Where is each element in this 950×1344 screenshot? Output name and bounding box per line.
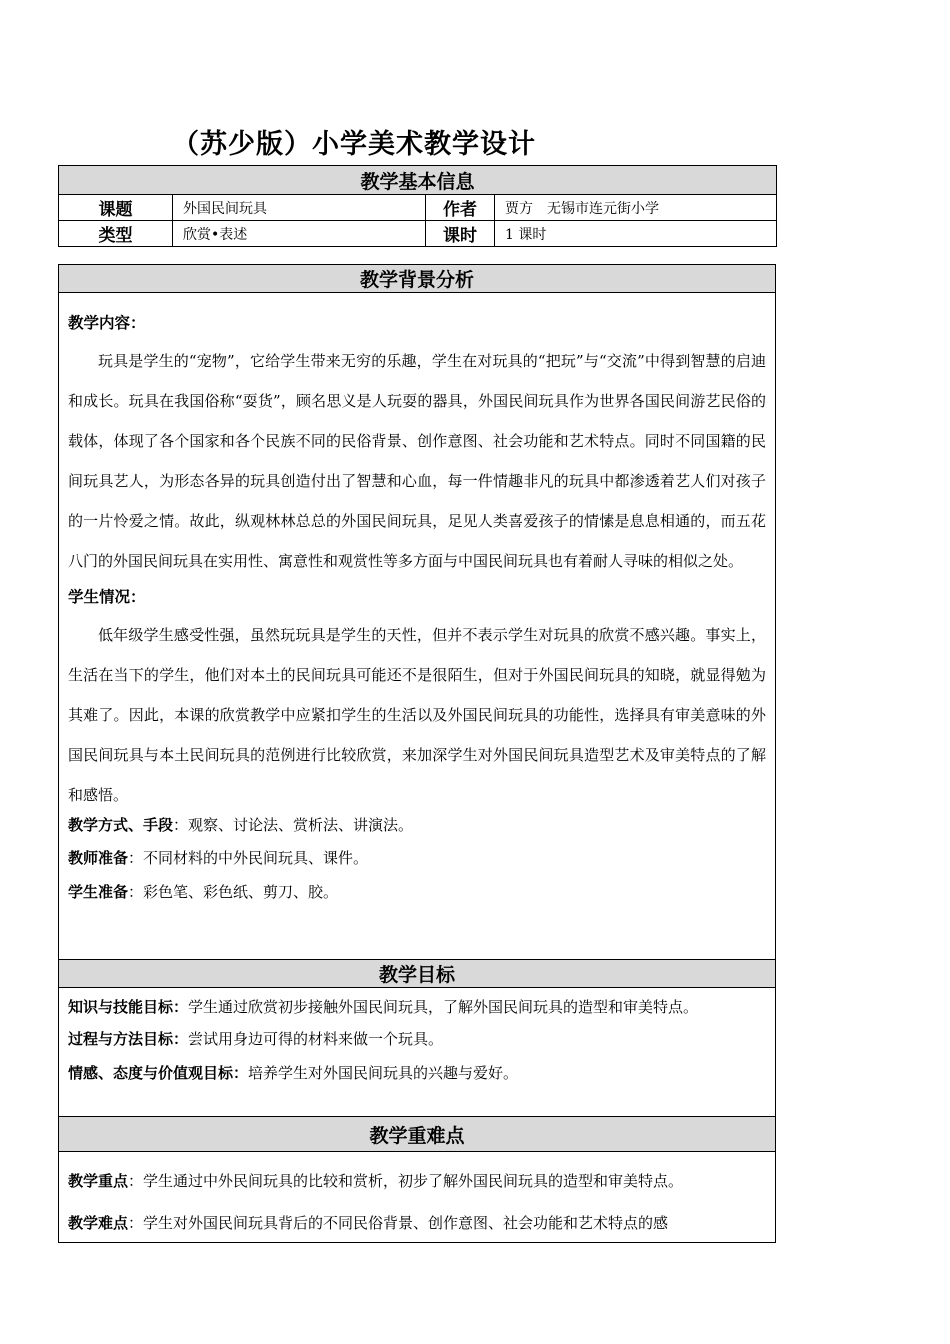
key-point-line <box>68 1166 766 1196</box>
key-point-text: ：学生通过中外民间玩具的比较和赏析，初步了解外国民间玩具的造型和审美特点。 <box>128 1172 684 1190</box>
difficulty-line <box>68 1208 766 1238</box>
difficulty-label: 教学难点 <box>68 1214 129 1232</box>
goals-header: 教学目标 <box>59 960 776 988</box>
teacher-prep-label: 教师准备 <box>68 849 129 867</box>
author-value: 贾方 无锡市连元街小学 <box>495 195 777 221</box>
difficulty-text: ：学生对外国民间玩具背后的不同民俗背景、创作意图、社会功能和艺术特点的感 <box>128 1214 669 1232</box>
lesson-design-table <box>58 264 776 1243</box>
type-label: 类型 <box>59 221 173 247</box>
emotion-goal-text: 培养学生对外国民间玩具的兴趣与爱好。 <box>248 1064 519 1082</box>
page-title: （苏少版）小学美术教学设计 <box>172 129 536 160</box>
topic-value: 外国民间玩具 <box>173 195 426 221</box>
basic-info-table <box>58 165 777 247</box>
content-text: 玩具是学生的“宠物”，它给学生带来无穷的乐趣，学生在对玩具的“把玩”与“交流”中得到智慧的启迪和成长。玩具在我国俗称“耍货”，顾名思义是人玩耍的器具，外国民间玩具作为世界各国民间游艺民俗的载体，体现了各个国家和各个民族不同的民俗背景、创作意图、社会功能和艺术特点。同时不同国籍的民间玩具艺人，为形态各异的玩具创造付出了智慧和心血，每一件情趣非凡的玩具中都渗透着艺人们对孩子的一片怜爱之情。故此，纵观林林总总的外国民间玩具，足见人类喜爱孩子的情愫是息息相通的，而五花八门的外国民间玩具在实用性、寓意性和观赏性等多方面与中国民间玩具也有着耐人寻味的相似之处。 <box>68 352 766 570</box>
process-goal-text: 尝试用身边可得的材料来做一个玩具。 <box>188 1030 444 1048</box>
student-prep-label: 学生准备 <box>68 883 129 901</box>
emotion-goal <box>68 1056 766 1090</box>
key-point-label: 教学重点 <box>68 1172 129 1190</box>
teacher-prep-line <box>68 841 766 875</box>
method-text: ：观察、讨论法、赏析法、讲演法。 <box>173 816 414 834</box>
content-label: 教学内容： <box>68 314 146 332</box>
background-header: 教学背景分析 <box>59 265 776 293</box>
key-points-section <box>59 1152 776 1243</box>
method-label: 教学方式、手段 <box>68 816 174 834</box>
basic-info-header: 教学基本信息 <box>59 166 777 195</box>
knowledge-goal-text: 学生通过欣赏初步接触外国民间玩具，了解外国民间玩具的造型和审美特点。 <box>188 998 699 1016</box>
knowledge-goal-label: 知识与技能目标： <box>68 998 189 1016</box>
method-line <box>68 809 766 841</box>
student-prep-text: ：彩色笔、彩色纸、剪刀、胶。 <box>128 883 339 901</box>
background-section <box>59 293 776 960</box>
period-label: 课时 <box>426 221 495 247</box>
key-points-header: 教学重难点 <box>59 1117 776 1152</box>
type-value: 欣赏•表述 <box>173 221 426 247</box>
topic-label: 课题 <box>59 195 173 221</box>
process-goal <box>68 1022 766 1056</box>
goals-section <box>59 988 776 1117</box>
knowledge-goal <box>68 992 766 1022</box>
student-text: 低年级学生感受性强，虽然玩玩具是学生的天性，但并不表示学生对玩具的欣赏不感兴趣。事实上，生活在当下的学生，他们对本土的民间玩具可能还不是很陌生，但对于外国民间玩具的知晓，就显得勉为其难了。因此，本课的欣赏教学中应紧扣学生的生活以及外国民间玩具的功能性，选择具有审美意味的外国民间玩具与本土民间玩具的范例进行比较欣赏，来加深学生对外国民间玩具造型艺术及审美特点的了解和感悟。 <box>68 626 766 804</box>
teacher-prep-text: ：不同材料的中外民间玩具、课件。 <box>128 849 369 867</box>
emotion-goal-label: 情感、态度与价值观目标： <box>68 1064 249 1082</box>
author-label: 作者 <box>426 195 495 221</box>
student-label: 学生情况： <box>68 588 146 606</box>
period-value: 1 课时 <box>495 221 777 247</box>
process-goal-label: 过程与方法目标： <box>68 1030 189 1048</box>
student-prep-line <box>68 875 766 909</box>
